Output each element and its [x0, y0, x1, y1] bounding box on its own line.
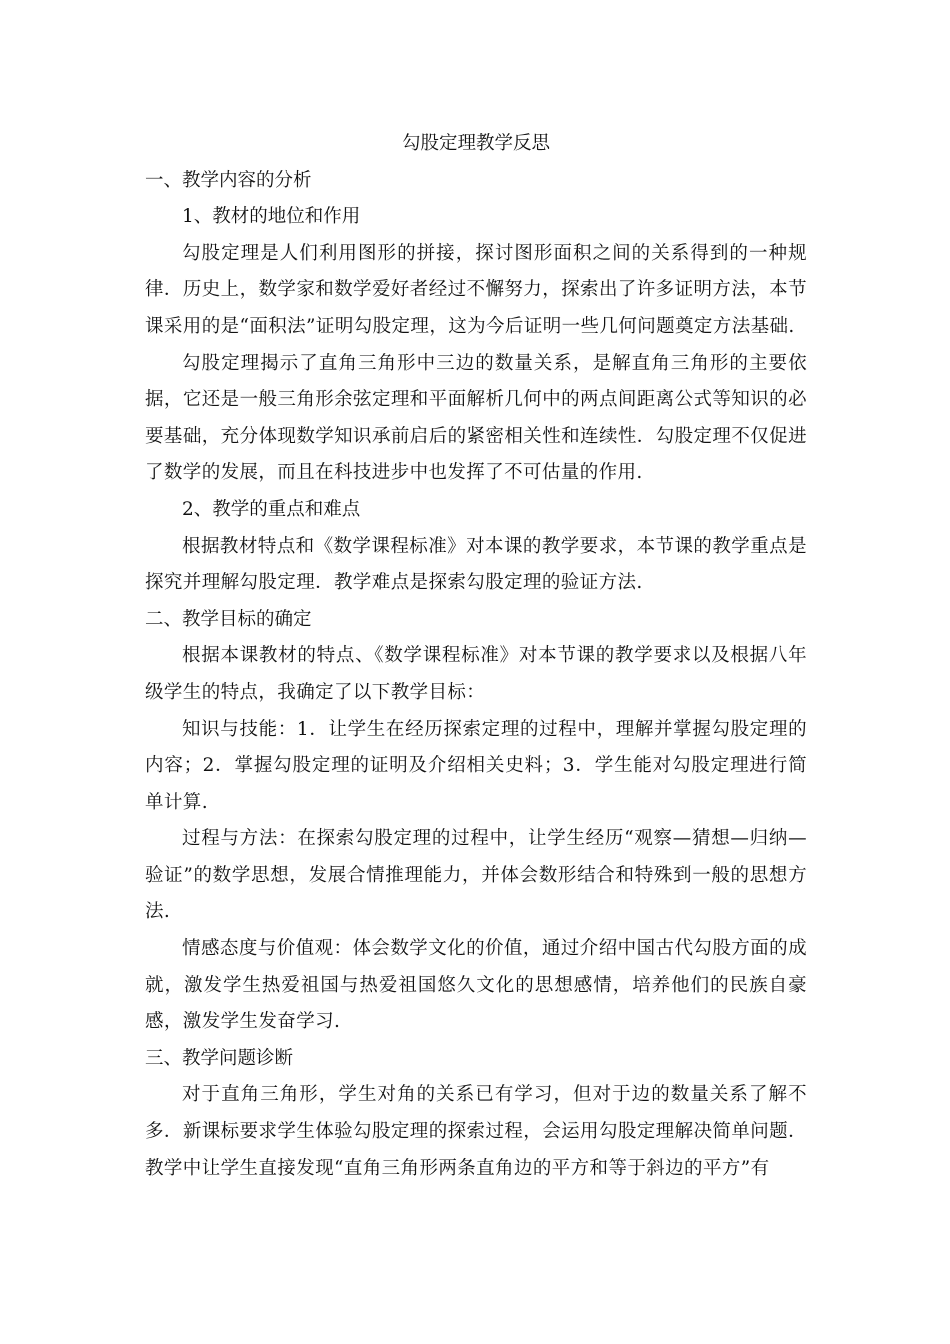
section-1-subheading-1: 1、教材的地位和作用: [182, 206, 361, 228]
document-title: 勾股定理教学反思: [401, 133, 550, 154]
section-2-paragraph-3: 过程与方法：在探索勾股定理的过程中，让学生经历“观察—猜想—归纳—验证”的数学思想，发展合情推理能力，并体会数形结合和特殊到一般的思想方法.: [145, 828, 807, 923]
section-3-heading: 三、教学问题诊断: [145, 1047, 294, 1069]
section-1-subheading-2: 2、教学的重点和难点: [182, 498, 361, 520]
section-1-paragraph-2: 勾股定理揭示了直角三角形中三边的数量关系，是解直角三角形的主要依据，它还是一般三角形余弦定理和平面解析几何中的两点间距离公式等知识的必要基础，充分体现数学知识承前启后的紧密相关性和连续性．勾股定理不仅促进了数学的发展，而且在科技进步中也发挥了不可估量的作用.: [145, 352, 807, 484]
document-body: [145, 126, 807, 1187]
section-2-paragraph-4: 情感态度与价值观：体会数学文化的价值，通过介绍中国古代勾股方面的成就，激发学生热爱祖国与热爱祖国悠久文化的思想感情，培养他们的民族自豪感，激发学生发奋学习.: [145, 938, 807, 1033]
section-1-heading: 一、教学内容的分析: [145, 169, 312, 191]
section-3-paragraph-1: 对于直角三角形，学生对角的关系已有学习，但对于边的数量关系了解不多．新课标要求学生体验勾股定理的探索过程，会运用勾股定理解决简单问题．教学中让学生直接发现“直角三角形两条直角边的平方和等于斜边的平方”有: [145, 1084, 807, 1179]
section-2-paragraph-1: 根据本课教材的特点、《数学课程标准》对本节课的教学要求以及根据八年级学生的特点，我确定了以下教学目标：: [145, 645, 807, 703]
section-1-paragraph-3: 根据教材特点和《数学课程标准》对本课的教学要求，本节课的教学重点是探究并理解勾股定理．教学难点是探索勾股定理的验证方法.: [145, 535, 807, 594]
section-2-paragraph-2: 知识与技能：1．让学生在经历探索定理的过程中，理解并掌握勾股定理的内容；2．掌握勾股定理的证明及介绍相关史料；3．学生能对勾股定理进行简单计算.: [145, 718, 807, 813]
section-2-heading: 二、教学目标的确定: [145, 608, 312, 630]
section-1-paragraph-1: 勾股定理是人们利用图形的拼接，探讨图形面积之间的关系得到的一种规律．历史上，数学家和数学爱好者经过不懈努力，探索出了许多证明方法，本节课采用的是“面积法”证明勾股定理，这为今后证明一些几何问题奠定方法基础.: [145, 242, 807, 337]
